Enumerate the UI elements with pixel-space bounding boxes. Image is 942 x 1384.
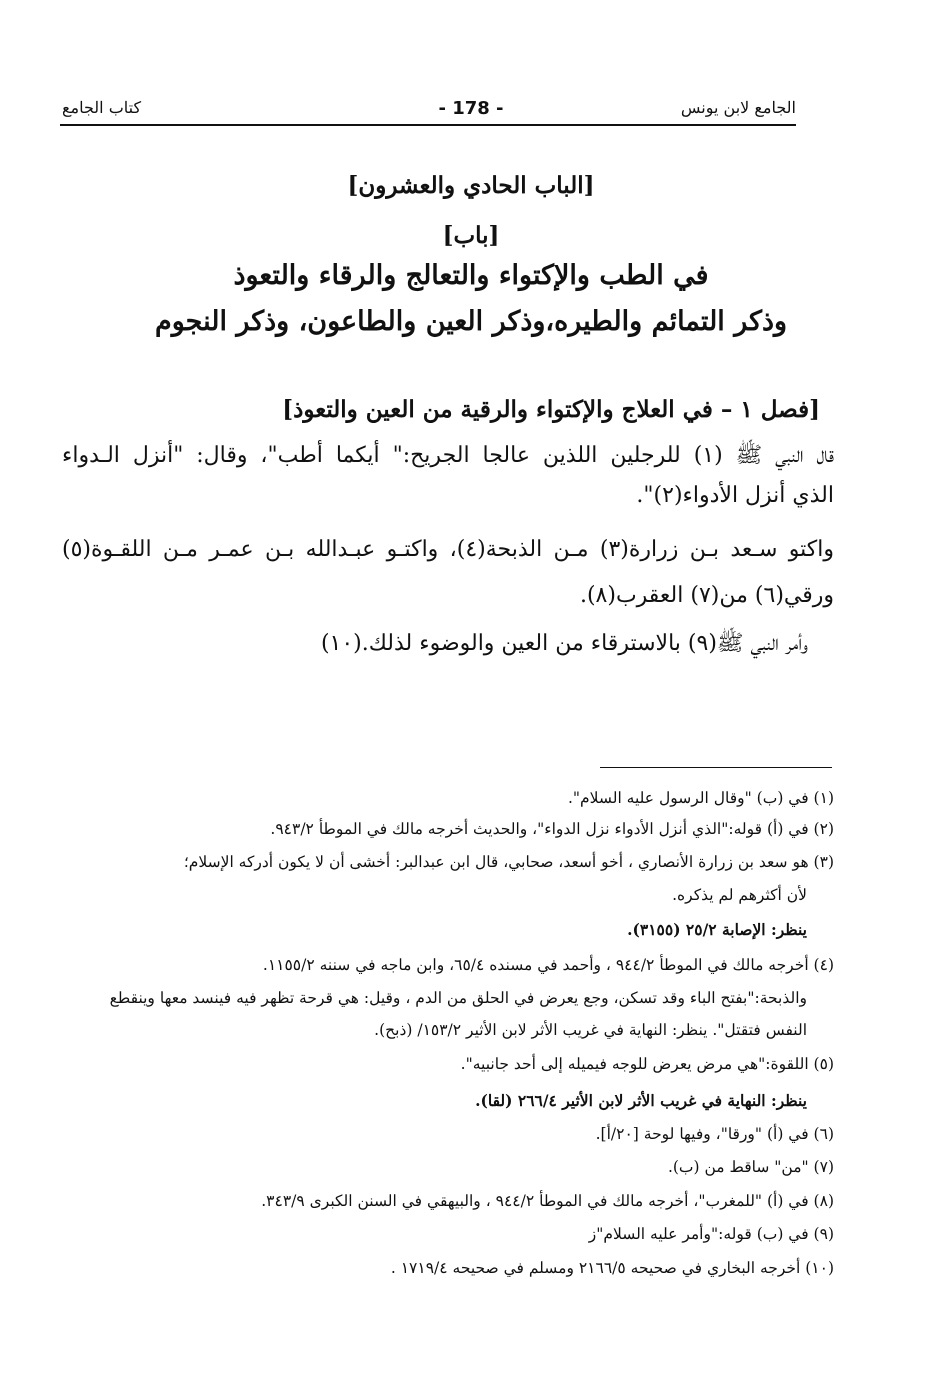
- page-number: - 178 -: [438, 98, 504, 119]
- footnote: (٢) في (أ) قوله:"الذي أنزل الأدواء نزل الدواء"، والحديث أخرجه مالك في الموطأ ٩٤٣/٢.: [270, 820, 834, 838]
- paragraph-3-line-1: وأمر النبي ﷺ(٩) بالاسترقاء من العين والوضوء لذلك.(١٠): [320, 631, 808, 656]
- footnote: (٤) أخرجه مالك في الموطأ ٩٤٤/٢ ، وأحمد في مسنده ٦٥/٤، وابن ماجه في سننه ١١٥٥/٢.: [262, 956, 834, 974]
- paragraph-1-line-2: الذي أنزل الأدواء(٢)".: [636, 483, 834, 508]
- chapter-heading-line-1: في الطب والإكتواء والتعالج والرقاء والتعوذ: [233, 260, 709, 291]
- footnote: (٥) اللقوة:"هي مرض يعرض للوجه فيميله إلى أحد جانبيه".: [460, 1055, 834, 1073]
- running-header-left: كتاب الجامع: [62, 98, 142, 117]
- footnote-continuation: النفس فتقتل". ينظر: النهاية في غريب الأثر لابن الأثير ١٥٣/٢/ (ذبح).: [374, 1021, 807, 1039]
- footnote: (٩) في (ب) قوله:"وأمر عليه السلام"ز: [588, 1225, 834, 1243]
- footnote: (١٠) أخرجه البخاري في صحيحه ٢١٦٦/٥ ومسلم في صحيحه ١٧١٩/٤ .: [390, 1259, 834, 1277]
- footnote: (٦) في (أ) "ورقا"، وفيها لوحة [٢٠/أ].: [595, 1125, 834, 1143]
- footnote-continuation: ينظر: الإصابة ٢٥/٢ (٣١٥٥).: [627, 920, 807, 939]
- section-heading: [فصل ١ – في العلاج والإكتواء والرقية من العين والتعوذ]: [282, 396, 820, 423]
- footnote: (٣) هو سعد بن زرارة الأنصاري ، أخو أسعد، صحابي، قال ابن عبدالبر: أخشى أن لا يكون أدركه الإسلام؛: [183, 853, 834, 871]
- footnote-continuation: لأن أكثرهم لم يذكره.: [672, 886, 807, 904]
- footnote: (٧) "من" ساقط من (ب).: [667, 1158, 834, 1176]
- paragraph-1-line-1: قال النبي ﷺ (١) للرجلين اللذين عالجا الجريح:" أيكما أطب"، وقال: "أنزل الـدواء: [62, 443, 834, 468]
- footnote: (١) في (ب) "وقال الرسول عليه السلام".: [568, 789, 834, 807]
- chapter-title: [الباب الحادي والعشرون]: [347, 172, 595, 199]
- footnote-rule: [600, 767, 832, 768]
- chapter-subtitle: [باب]: [442, 222, 500, 249]
- footnote-continuation: والذبحة:"بفتح الباء وقد تسكن، وجع يعرض في الحلق من الدم ، وقيل: هي قرحة تظهر فيه فينسد معها وينقطع: [109, 989, 807, 1007]
- paragraph-2-line-2: ورقي(٦) من(٧) العقرب(٨).: [579, 583, 834, 608]
- header-rule: [60, 124, 796, 126]
- paragraph-2-line-1: واكتو سـعد بـن زرارة(٣) مـن الذبحة(٤)، واكتـو عبـدالله بـن عمـر مـن اللقـوة(٥): [62, 537, 834, 562]
- chapter-heading-line-2: وذكر التمائم والطيره،وذكر العين والطاعون، وذكر النجوم: [154, 306, 788, 337]
- footnote-continuation: ينظر: النهاية في غريب الأثر لابن الأثير ٢٦٦/٤ (لقا).: [475, 1091, 807, 1110]
- running-header-right: الجامع لابن يونس: [680, 98, 796, 117]
- footnote: (٨) في (أ) "للمغرب"، أخرجه مالك في الموطأ ٩٤٤/٢ ، والبيهقي في السنن الكبرى ٣٤٣/٩.: [261, 1192, 834, 1210]
